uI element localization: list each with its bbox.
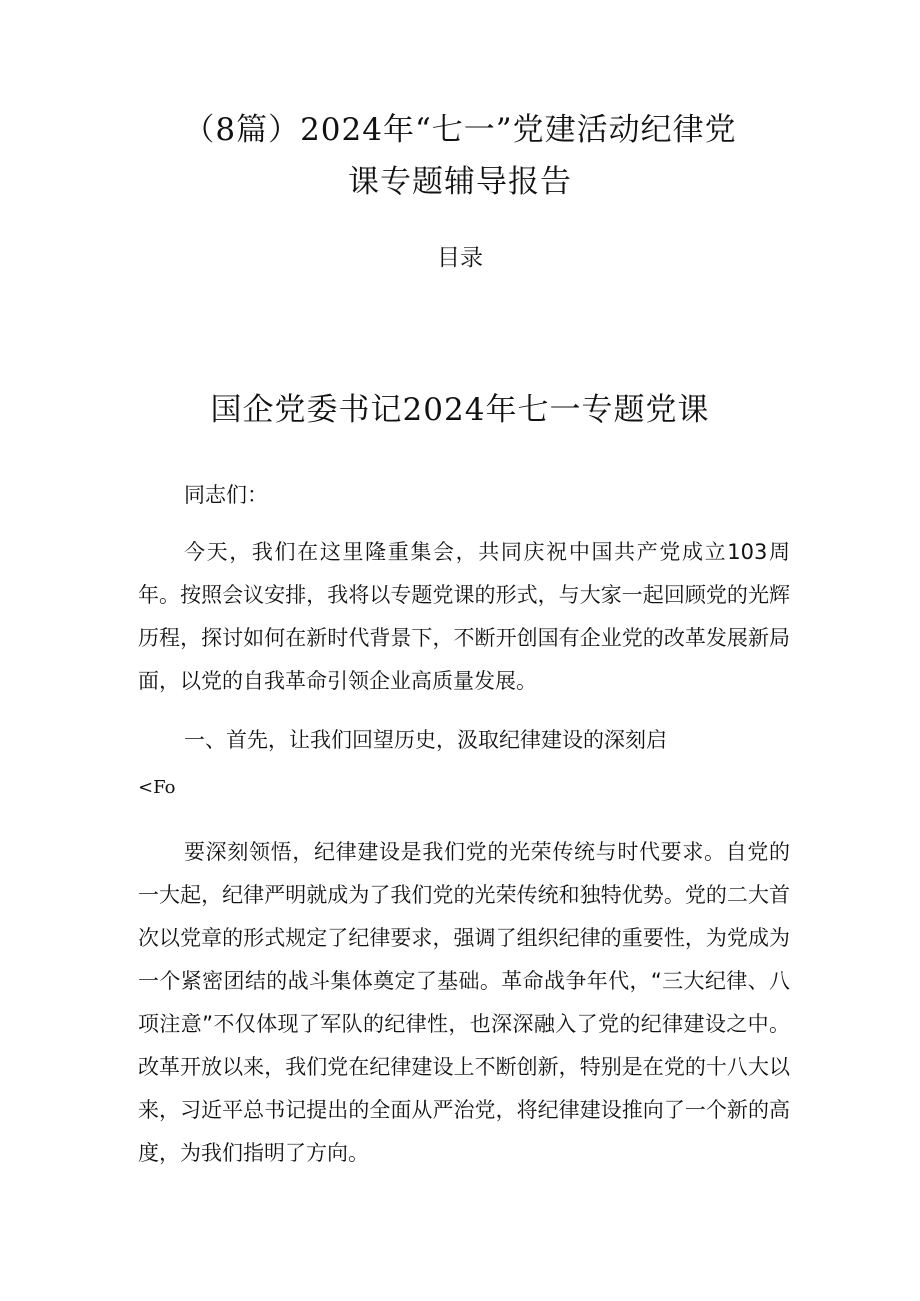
paragraph-2: 要深刻领悟，纪律建设是我们党的光荣传统与时代要求。自党的一大起，纪律严明就成为了我们党的光荣传统和独特优势。党的二大首次以党章的形式规定了纪律要求，强调了组织纪律的重要性，为党成为一个紧密团结的战斗集体奠定了基础。革命战争年代，“三大纪律、八项注意”不仅体现了军队的纪律性，也深深融入了党的纪律建设之中。改革开放以来，我们党在纪律建设上不断创新，特别是在党的十八大以来，习近平总书记提出的全面从严治党，将纪律建设推向了一个新的高度，为我们指明了方向。 — [138, 840, 790, 1165]
garbled-text: <Fo — [138, 777, 176, 798]
document-title-line2: 课专题辅导报告 — [348, 164, 572, 200]
toc-label: 目录 — [437, 245, 483, 271]
paragraph-1: 今天，我们在这里隆重集会，共同庆祝中国共产党成立103周年。按照会议安排，我将以专题党课的形式，与大家一起回顾党的光辉历程，探讨如何在新时代背景下，不断开创国有企业党的改革发展新局面，以党的自我革命引领企业高质量发展。 — [138, 540, 790, 693]
document-title — [140, 104, 780, 208]
heading-1: 一、首先，让我们回望历史，汲取纪律建设的深刻启 — [184, 728, 667, 752]
document-title-line1: （8篇）2024年“七一”党建活动纪律党 — [183, 112, 737, 148]
salutation: 同志们： — [184, 483, 268, 507]
section-title: 国企党委书记2024年七一专题党课 — [210, 392, 710, 428]
